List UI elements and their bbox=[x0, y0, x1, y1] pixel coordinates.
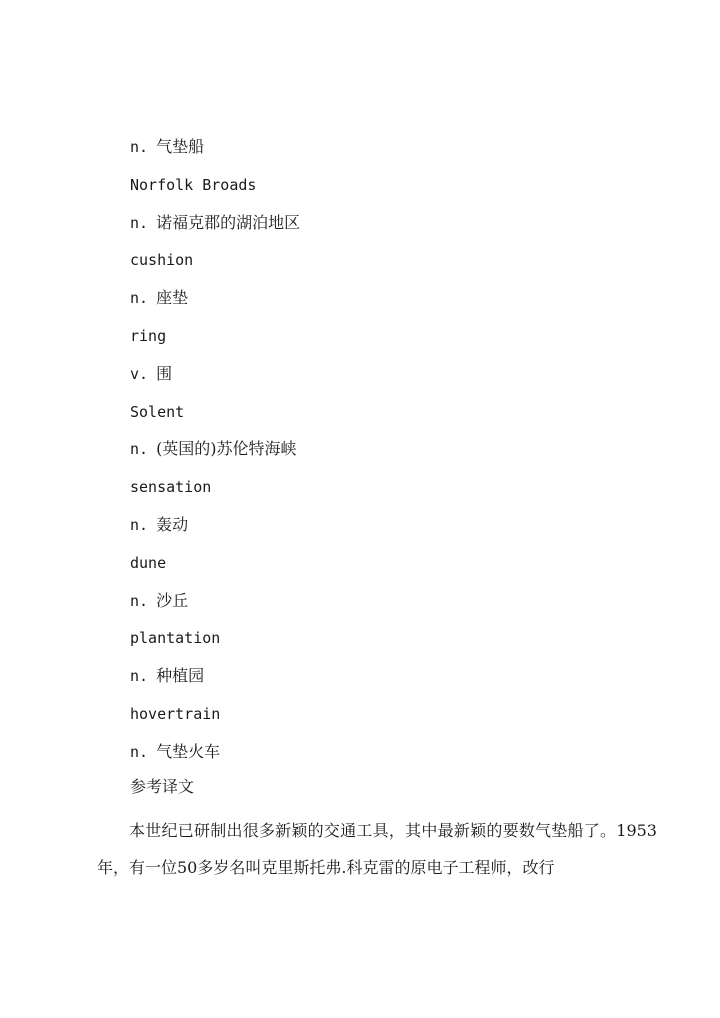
definition-text: 轰动 bbox=[156, 514, 189, 534]
vocab-definition bbox=[130, 361, 300, 399]
vocab-definition bbox=[130, 285, 300, 323]
definition-text: 沙丘 bbox=[156, 590, 189, 610]
definition-text: 气垫船 bbox=[156, 137, 205, 156]
part-of-speech: n. bbox=[130, 515, 149, 534]
vocab-definition bbox=[130, 739, 300, 777]
vocab-definition bbox=[130, 134, 300, 172]
translation-title: 参考译文 bbox=[130, 777, 195, 796]
part-of-speech: n. bbox=[130, 138, 149, 156]
part-of-speech: n. bbox=[130, 440, 149, 459]
part-of-speech: v. bbox=[130, 364, 149, 383]
definition-text: 诺福克郡的湖泊地区 bbox=[156, 212, 301, 232]
part-of-speech: n. bbox=[130, 213, 149, 232]
vocab-word: cushion bbox=[130, 251, 194, 270]
definition-text: 围 bbox=[156, 363, 173, 383]
vocab-word: plantation bbox=[130, 629, 221, 648]
vocab-word: dune bbox=[130, 553, 167, 572]
vocabulary-list bbox=[130, 134, 300, 777]
vocab-word: hovertrain bbox=[130, 704, 221, 723]
vocab-definition bbox=[130, 663, 300, 701]
vocab-definition bbox=[130, 588, 300, 626]
part-of-speech: n. bbox=[130, 667, 149, 686]
vocab-word: Solent bbox=[130, 402, 185, 421]
vocab-word: Norfolk Broads bbox=[130, 175, 257, 194]
definition-text: 种植园 bbox=[156, 666, 205, 686]
vocab-definition bbox=[130, 436, 300, 474]
definition-text: (英国的)苏伦特海峡 bbox=[156, 439, 297, 459]
vocab-definition bbox=[130, 210, 300, 248]
vocab-word: ring bbox=[130, 326, 167, 345]
definition-text: 座垫 bbox=[156, 288, 189, 308]
definition-text: 气垫火车 bbox=[156, 741, 221, 761]
translation-paragraph: 本世纪已研制出很多新颖的交通工具，其中最新颖的要数气垫船了。1953年，有一位50多岁名叫克里斯托弗.科克雷的原电子工程师，改行 bbox=[97, 821, 657, 877]
part-of-speech: n. bbox=[130, 591, 149, 610]
vocab-word: sensation bbox=[130, 478, 212, 497]
part-of-speech: n. bbox=[130, 742, 149, 761]
vocab-definition bbox=[130, 512, 300, 550]
part-of-speech: n. bbox=[130, 289, 149, 308]
